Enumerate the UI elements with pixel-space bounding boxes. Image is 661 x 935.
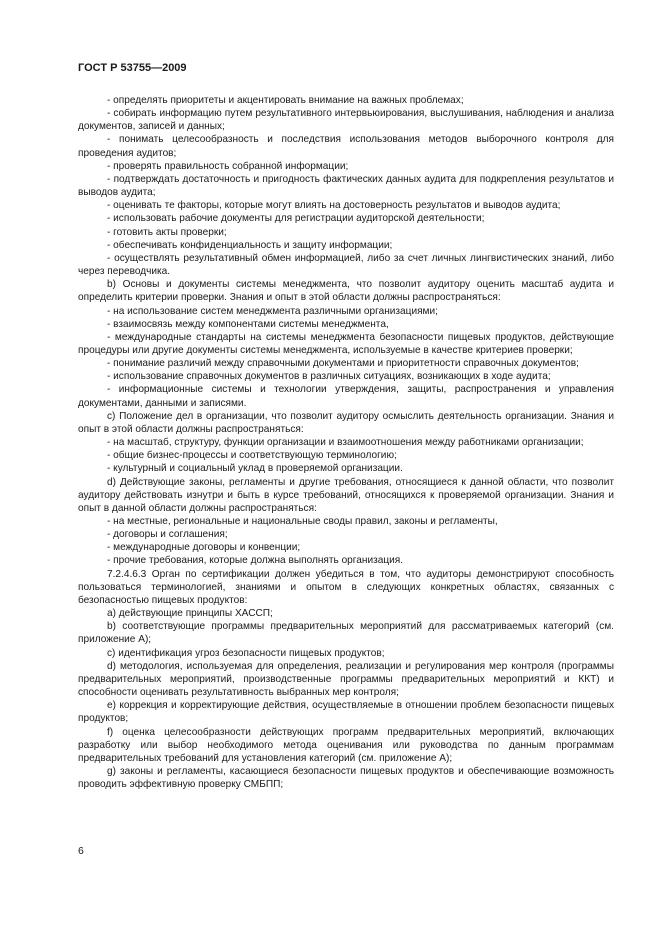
document-body xyxy=(78,94,614,791)
paragraph: - информационные системы и технологии утверждения, защиты, распространения и управления документами, данными и записями. xyxy=(78,384,614,409)
paragraph: - собирать информацию путем результативного интервьюирования, выслушивания, наблюдения и анализа документов, записей и данных; xyxy=(78,108,614,133)
paragraph: - международные стандарты на системы менеджмента безопасности пищевых продуктов, действующие процедуры или другие документы системы менеджмента, используемые в качестве критериев проверки; xyxy=(78,331,614,356)
document-header: ГОСТ Р 53755—2009 xyxy=(78,62,187,74)
paragraph: e) коррекция и корректирующие действия, осуществляемые в отношении проблем безопасности пищевых продуктов; xyxy=(78,700,614,725)
paragraph: - использование справочных документов в различных ситуациях, возникающих в ходе аудита; xyxy=(107,371,551,383)
paragraph: f) оценка целесообразности действующих программ предварительных мероприятий, включающих разработку или выбор необходимого метода оценивания или руководства по данным программам предварительных требований для установления категорий (см. приложение А); xyxy=(78,726,614,764)
paragraph: d) методология, используемая для определения, реализации и регулирования мер контроля (программы предварительных мероприятий, производственные программы предварительных мероприятий и ККТ) и способности оценивать результативность выбранных мер контроля; xyxy=(78,660,614,699)
paragraph: - использовать рабочие документы для регистрации аудиторской деятельности; xyxy=(107,213,485,225)
paragraph: - культурный и социальный уклад в проверяемой организации. xyxy=(107,463,403,475)
paragraph: - на использование систем менеджмента различными организациями; xyxy=(107,305,438,317)
paragraph: - договоры и соглашения; xyxy=(107,529,228,541)
paragraph: c) идентификация угроз безопасности пищевых продуктов; xyxy=(107,647,385,659)
paragraph: - понимать целесообразность и последствия использования методов выборочного контроля для проведения аудитов; xyxy=(78,134,614,159)
paragraph: 7.2.4.6.3 Орган по сертификации должен убедиться в том, что аудиторы демонстрируют способность пользоваться терминологией, знаниями и опытом в следующих конкретных областях, связанных с безопасностью пищевых продуктов: xyxy=(78,568,614,606)
paragraph: а) действующие принципы ХАССП; xyxy=(107,608,273,620)
paragraph: - на местные, региональные и национальные своды правил, законы и регламенты, xyxy=(107,516,498,527)
paragraph: - на масштаб, структуру, функции организации и взаимоотношения между работниками организации; xyxy=(107,437,584,449)
paragraph: g) законы и регламенты, касающиеся безопасности пищевых продуктов и обеспечивающие возможность проводить эффективную проверку СМБПП; xyxy=(78,765,614,791)
paragraph: - подтверждать достаточность и пригодность фактических данных аудита для подкрепления результатов и выводов аудита; xyxy=(78,173,614,199)
paragraph: c) Положение дел в организации, что позволит аудитору осмыслить деятельность организации. Знания и опыт в этой области должны распространяться: xyxy=(78,410,614,435)
paragraph: d) Действующие законы, регламенты и другие требования, относящиеся к данной области, что позволит аудитору действовать изнутри и быть в курсе требований, относящихся к проверяемой организации. Знания и опыт в данной области должны распространяться: xyxy=(78,476,614,514)
paragraph: - международные договоры и конвенции; xyxy=(107,542,301,554)
paragraph: - осуществлять результативный обмен информацией, либо за счет личных лингвистических знаний, либо через переводчика. xyxy=(78,252,614,278)
paragraph: - понимание различий между справочными документами и приоритетности справочных документов; xyxy=(107,358,579,370)
paragraph: - определять приоритеты и акцентировать внимание на важных проблемах; xyxy=(107,95,464,106)
page-number: 6 xyxy=(78,845,84,857)
paragraph: - проверять правильность собранной информации; xyxy=(107,160,349,172)
paragraph: - взаимосвязь между компонентами системы менеджмента, xyxy=(107,318,389,330)
paragraph: - обеспечивать конфиденциальность и защиту информации; xyxy=(107,239,393,251)
paragraph: - оценивать те факторы, которые могут влиять на достоверность результатов и выводов аудита; xyxy=(107,200,561,212)
paragraph: - прочие требования, которые должна выполнять организация. xyxy=(107,555,404,567)
paragraph: - общие бизнес-процессы и соответствующую терминологию; xyxy=(107,450,397,462)
paragraph: b) Основы и документы системы менеджмента, что позволит аудитору оценить масштаб аудита и определить критерии проверки. Знания и опыт в этой области должны распространяться: xyxy=(78,279,614,304)
paragraph: - готовить акты проверки; xyxy=(107,226,227,238)
paragraph: b) соответствующие программы предварительных мероприятий для рассматриваемых категорий (см. приложение А); xyxy=(78,621,614,646)
